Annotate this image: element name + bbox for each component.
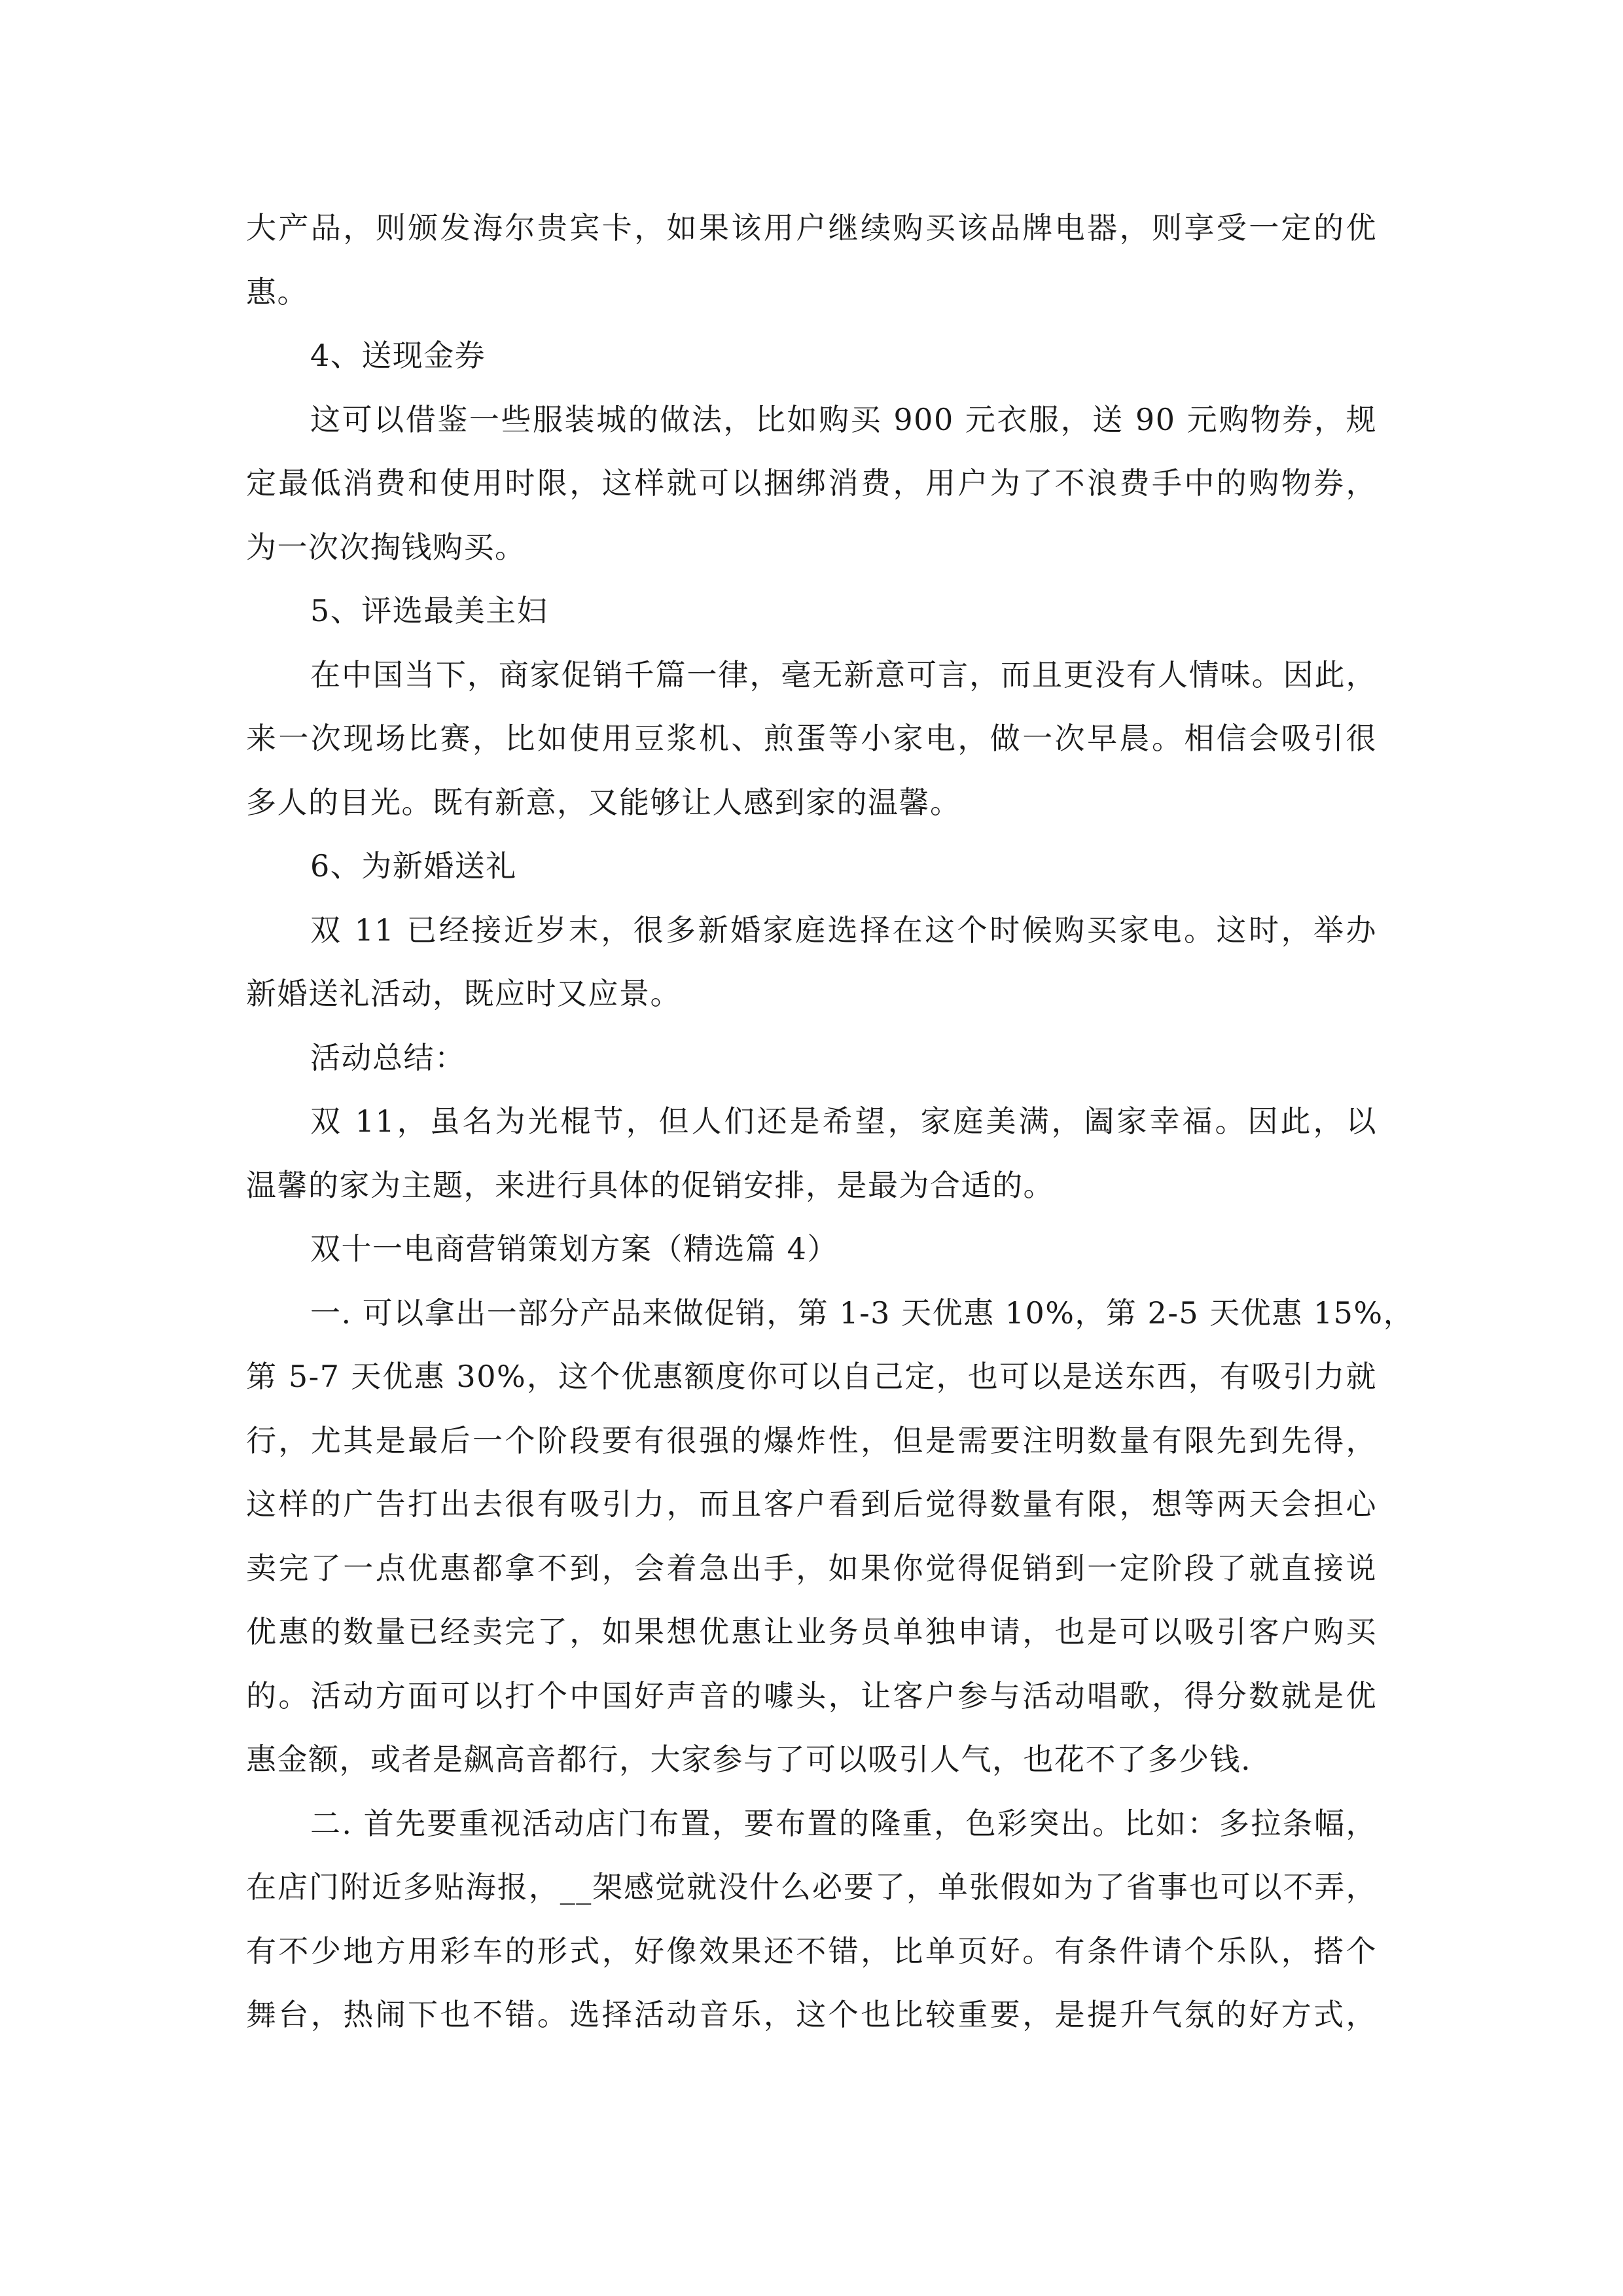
- text-line: 双 11 已经接近岁末，很多新婚家庭选择在这个时候购买家电。这时，举办: [310, 912, 1377, 948]
- text-line: 卖完了一点优惠都拿不到，会着急出手，如果你觉得促销到一定阶段了就直接说: [246, 1550, 1377, 1586]
- text-line: 第 5-7 天优惠 30%，这个优惠额度你可以自己定，也可以是送东西，有吸引力就: [246, 1359, 1377, 1394]
- section-title: 双十一电商营销策划方案（精选篇 4）: [310, 1231, 838, 1266]
- text-line: 双 11，虽名为光棍节，但人们还是希望，家庭美满，阖家幸福。因此，以: [310, 1103, 1377, 1139]
- text-line: 为一次次掏钱购买。: [246, 529, 526, 565]
- text-line: 惠金额，或者是飙高音都行，大家参与了可以吸引人气，也花不了多少钱.: [246, 1742, 1252, 1777]
- section-heading: 6、为新婚送礼: [310, 848, 517, 884]
- text-line: 在中国当下，商家促销千篇一律，毫无新意可言，而且更没有人情味。因此，: [310, 656, 1377, 692]
- text-line: 多人的目光。既有新意，又能够让人感到家的温馨。: [246, 784, 961, 820]
- text-line: 这样的广告打出去很有吸引力，而且客户看到后觉得数量有限，想等两天会担心: [246, 1486, 1377, 1522]
- text-line: 定最低消费和使用时限，这样就可以捆绑消费，用户为了不浪费手中的购物券，: [246, 465, 1377, 501]
- text-line: 行，尤其是最后一个阶段要有很强的爆炸性，但是需要注明数量有限先到先得，: [246, 1422, 1377, 1458]
- text-line: 温馨的家为主题，来进行具体的促销安排，是最为合适的。: [246, 1167, 1054, 1203]
- text-line: 舞台，热闹下也不错。选择活动音乐，这个也比较重要，是提升气氛的好方式，: [246, 1997, 1377, 2032]
- text-line: 来一次现场比赛，比如使用豆浆机、煎蛋等小家电，做一次早晨。相信会吸引很: [246, 721, 1377, 756]
- text-line: 有不少地方用彩车的形式，好像效果还不错，比单页好。有条件请个乐队，搭个: [246, 1933, 1377, 1969]
- text-line: 大产品，则颁发海尔贵宾卡，如果该用户继续购买该品牌电器，则享受一定的优: [246, 210, 1377, 245]
- text-line: 惠。: [246, 274, 308, 310]
- text-line: 优惠的数量已经卖完了，如果想优惠让业务员单独申请，也是可以吸引客户购买: [246, 1614, 1377, 1649]
- section-heading: 4、送现金券: [310, 338, 486, 373]
- document-body: [246, 196, 1415, 2047]
- section-heading: 活动总结：: [310, 1039, 466, 1075]
- text-line: 一. 可以拿出一部分产品来做促销，第 1-3 天优惠 10%，第 2-5 天优惠 15%，: [310, 1295, 1415, 1331]
- text-line: 在店门附近多贴海报，__架感觉就没什么必要了，单张假如为了省事也可以不弄，: [246, 1869, 1377, 1905]
- section-heading: 5、评选最美主妇: [310, 593, 548, 628]
- text-line: 二. 首先要重视活动店门布置，要布置的隆重，色彩突出。比如：多拉条幅，: [310, 1805, 1377, 1841]
- text-line: 新婚送礼活动，既应时又应景。: [246, 976, 681, 1011]
- text-line: 这可以借鉴一些服装城的做法，比如购买 900 元衣服，送 90 元购物券，规: [310, 401, 1377, 437]
- text-line: 的。活动方面可以打个中国好声音的噱头，让客户参与活动唱歌，得分数就是优: [246, 1677, 1377, 1713]
